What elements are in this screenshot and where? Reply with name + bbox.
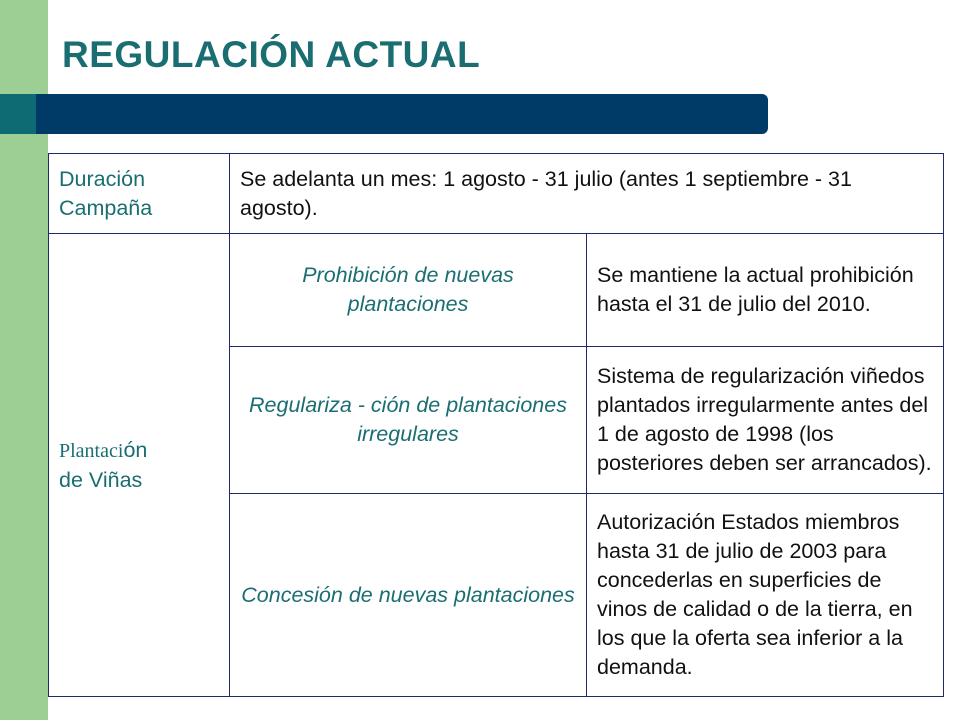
duracion-label-line2: Campaña [59, 195, 153, 220]
table-row-prohibicion [49, 234, 944, 347]
slide-title: REGULACIÓN ACTUAL [62, 34, 481, 75]
table-row-duracion [49, 154, 944, 234]
description-concesion: Autorización Estados miembros hasta 31 de julio de 2003 para concederlas en superficies de vinos de calidad o de la tierra, en los que la oferta sea inferior a la demanda. [587, 494, 944, 697]
row-header-duracion [49, 154, 230, 234]
regulation-table [48, 153, 944, 697]
duracion-label-line1: Duración [59, 166, 146, 191]
duracion-description: Se adelanta un mes: 1 agosto - 31 julio (antes 1 septiembre - 31 agosto). [230, 154, 944, 234]
subtitle-prohibicion: Prohibición de nuevas plantaciones [230, 234, 587, 347]
description-regularizacion: Sistema de regularización viñedos plantados irregularmente antes del 1 de agosto de 1998 (los posteriores deben ser arrancados). [587, 347, 944, 494]
subtitle-regularizacion: Regulariza - ción de plantaciones irregulares [230, 347, 587, 494]
description-prohibicion: Se mantiene la actual prohibición hasta el 31 de julio del 2010. [587, 234, 944, 347]
subtitle-concesion: Concesión de nuevas plantaciones [230, 494, 587, 697]
row-header-plantacion [49, 234, 230, 697]
plantacion-label-part1: Plantaci [59, 439, 124, 462]
title-bar-accent [0, 94, 36, 134]
plantacion-label-part2: ón [123, 437, 148, 462]
title-underline-bar [0, 94, 768, 134]
plantacion-label-line2: de Viñas [59, 467, 143, 492]
